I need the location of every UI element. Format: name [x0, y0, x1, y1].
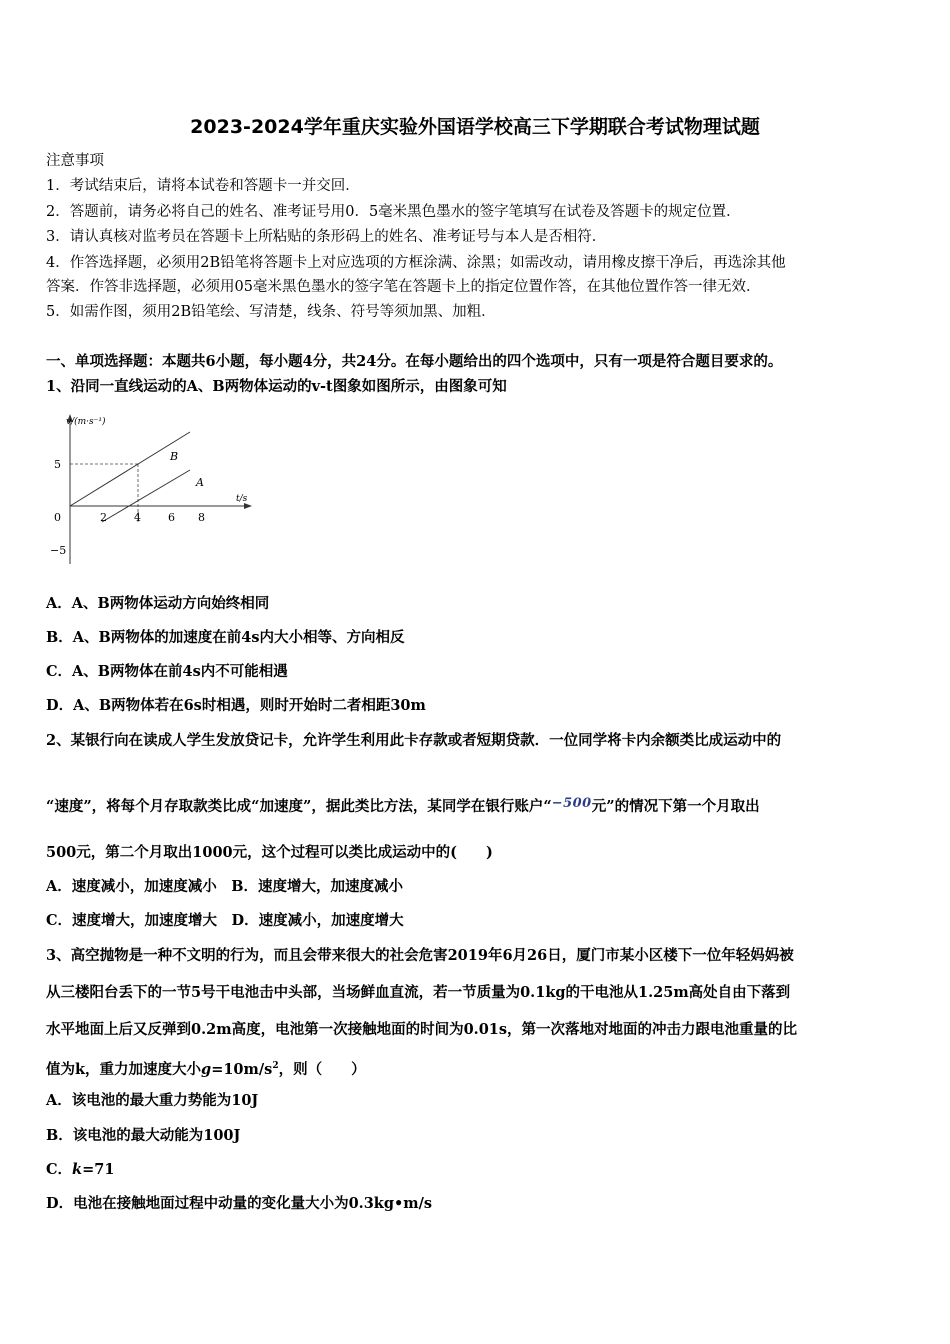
x-tick-2: 2	[100, 511, 107, 524]
line-a-label: A	[196, 476, 204, 489]
line-b	[70, 432, 190, 506]
q2-balance-value: −500	[551, 796, 592, 811]
q2-line-2	[46, 794, 760, 817]
q3-option-c	[46, 1160, 114, 1180]
q2-line-1: 2、某银行向在读成人学生发放贷记卡，允许学生利用此卡存款或者短期贷款．一位同学将卡内余额类比成运动中的	[46, 732, 782, 749]
x-tick-8: 8	[198, 511, 205, 524]
q3-option-a: A．该电池的最大重力势能为10J	[46, 1092, 259, 1109]
q3-line-4-post: ，则（ ）	[278, 1060, 366, 1078]
v-axis-label: v/(m·s⁻¹)	[66, 417, 106, 427]
q1-option-d: D．A、B两物体若在6s时相遇，则时开始时二者相距30m	[46, 697, 426, 714]
vt-graph	[40, 404, 260, 574]
q3-line-2: 从三楼阳台丢下的一节5号干电池击中头部，当场鲜血直流，若一节质量为0.1kg的干电池从1.25m高处自由下落到	[46, 984, 791, 1001]
q3-option-c-post: =71	[82, 1161, 115, 1178]
q3-line-4	[46, 1056, 366, 1080]
q3-g-exponent: 2	[272, 1061, 279, 1071]
q3-option-d: D．电池在接触地面过程中动量的变化量大小为0.3kg•m/s	[46, 1195, 433, 1212]
q3-g-symbol: g	[201, 1060, 212, 1078]
y-tick-5: 5	[54, 458, 61, 471]
notice-item-3: 3．请认真核对监考员在答题卡上所粘贴的条形码上的姓名、准考证号与本人是否相符．	[46, 229, 607, 245]
q3-option-c-k: k	[72, 1161, 83, 1178]
notice-item-2: 2．答题前，请务必将自己的姓名、准考证号用0．5毫米黑色墨水的签字笔填写在试卷及答题卡的规定位置．	[46, 204, 741, 220]
notice-item-1: 1．考试结束后，请将本试卷和答题卡一并交回．	[46, 178, 360, 194]
q1-option-b: B．A、B两物体的加速度在前4s内大小相等、方向相反	[46, 629, 405, 646]
q3-line-3: 水平地面上后又反弹到0.2m高度，电池第一次接触地面的时间为0.01s，第一次落地对地面的冲击力跟电池重量的比	[46, 1021, 798, 1038]
q3-line-1: 3、高空抛物是一种不文明的行为，而且会带来很大的社会危害2019年6月26日，厦门市某小区楼下一位年轻妈妈被	[46, 947, 794, 964]
q2-options-cd: C．速度增大，加速度增大 D．速度减小，加速度增大	[46, 912, 404, 929]
q1-option-c: C．A、B两物体在前4s内不可能相遇	[46, 663, 288, 680]
q2-line-3: 500元，第二个月取出1000元，这个过程可以类比成运动中的( )	[46, 844, 493, 861]
q1-stem: 1、沿同一直线运动的A、B两物体运动的v-t图象如图所示，由图象可知	[46, 378, 507, 395]
q3-option-c-pre: C．	[46, 1161, 73, 1178]
notice-item-4: 4．作答选择题，必须用2B铅笔将答题卡上对应选项的方框涂满、涂黑；如需改动，请用橡皮擦干净后，再选涂其他	[46, 255, 786, 271]
x-tick-6: 6	[168, 511, 175, 524]
y-tick-neg5: −5	[50, 544, 67, 557]
q3-g-value: =10m/s	[211, 1060, 273, 1078]
notice-item-4-cont: 答案．作答非选择题，必须用05毫米黑色墨水的签字笔在答题卡上的指定位置作答，在其他位置作答一律无效．	[46, 279, 761, 295]
line-b-label: B	[170, 450, 179, 463]
q3-line-4-pre: 值为k，重力加速度大小	[46, 1060, 202, 1078]
q2-line-2-pre: “速度”，将每个月存取款类比成“加速度”，据此类比方法，某同学在银行账户“	[46, 798, 552, 815]
q3-option-b: B．该电池的最大动能为100J	[46, 1127, 241, 1144]
t-axis-label: t/s	[236, 494, 248, 504]
page-title: 2023-2024学年重庆实验外国语学校高三下学期联合考试物理试题	[190, 116, 760, 138]
x-tick-4: 4	[134, 511, 141, 524]
notice-item-5: 5．如需作图，须用2B铅笔绘、写清楚，线条、符号等须加黑、加粗．	[46, 304, 496, 320]
q2-line-2-post: 元”的情况下第一个月取出	[591, 798, 760, 815]
notice-heading: 注意事项	[46, 153, 104, 169]
q2-options-ab: A．速度减小，加速度减小 B．速度增大，加速度减小	[46, 878, 404, 895]
q1-option-a: A．A、B两物体运动方向始终相同	[46, 595, 270, 612]
y-tick-0: 0	[54, 511, 61, 524]
section-heading: 一、单项选择题：本题共6小题，每小题4分，共24分。在每小题给出的四个选项中，只有一项是符合题目要求的。	[46, 353, 783, 370]
